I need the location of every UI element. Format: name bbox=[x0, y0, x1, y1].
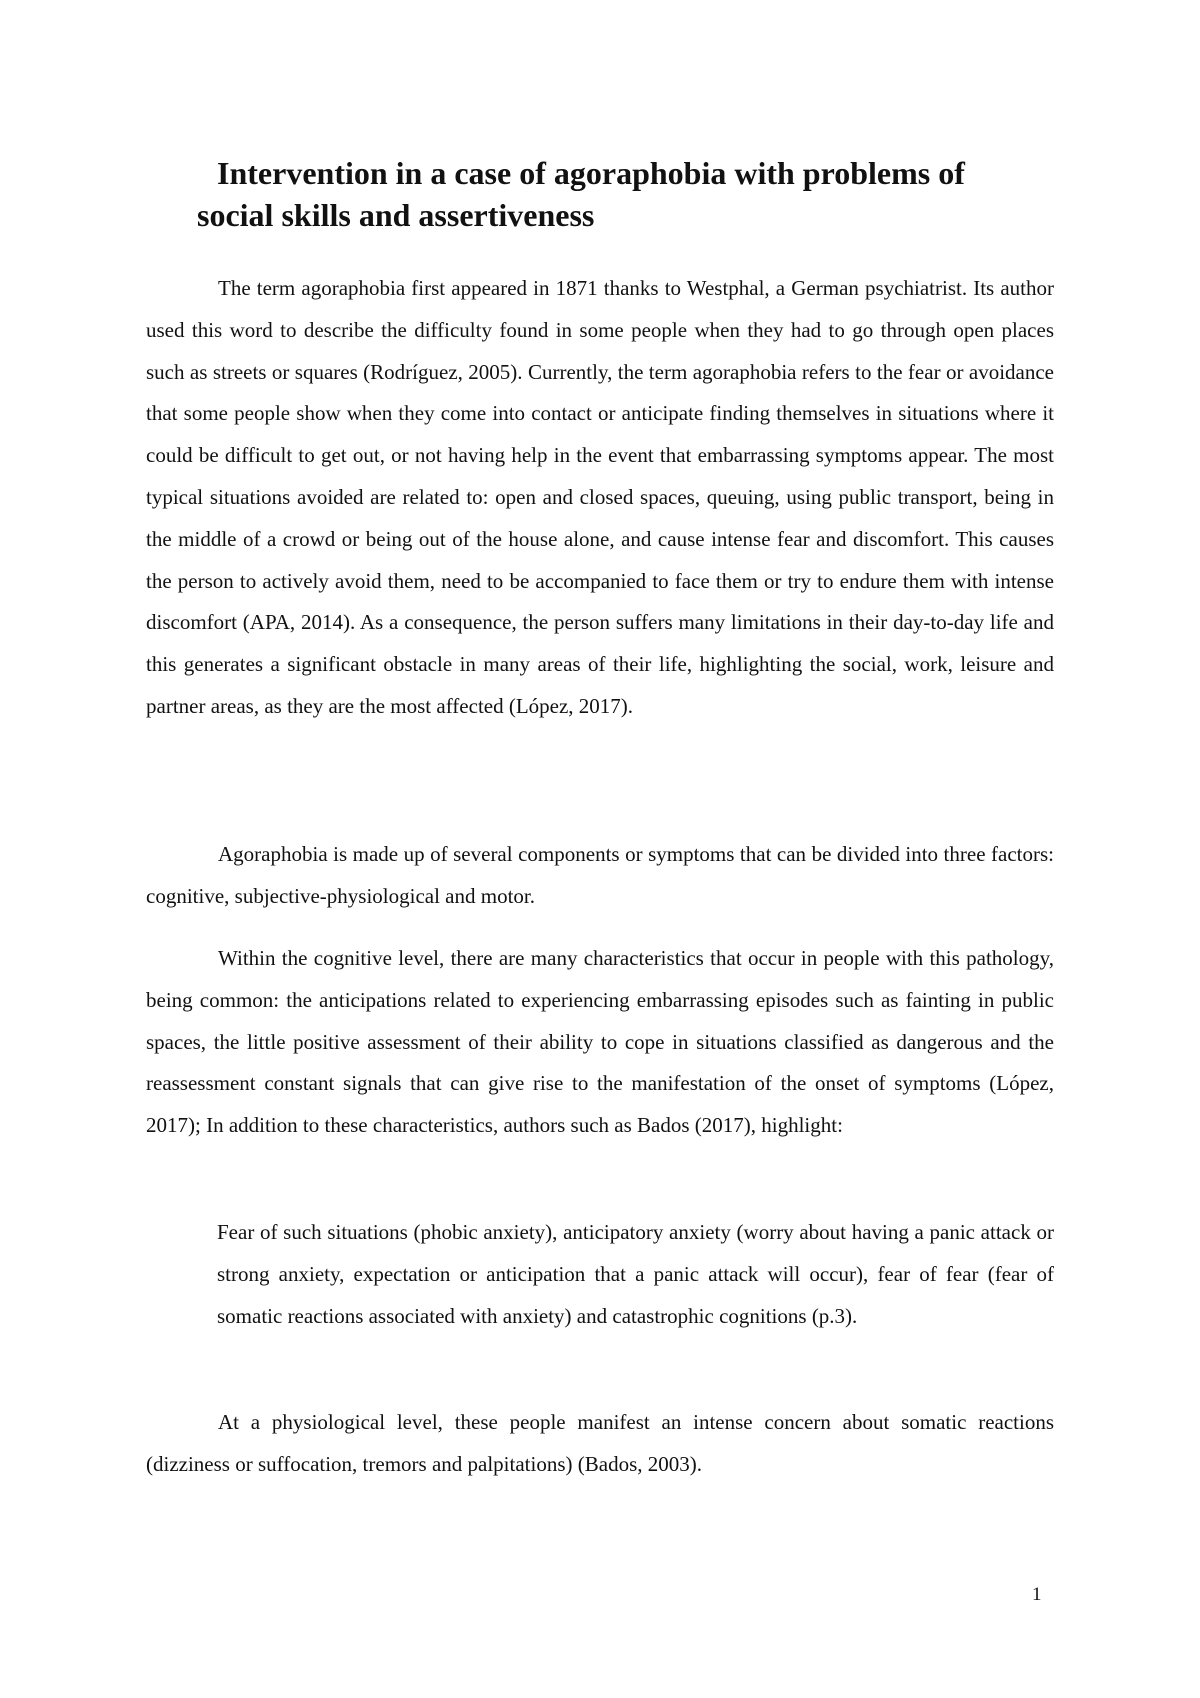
document-title bbox=[148, 152, 1088, 236]
block-quote: Fear of such situations (phobic anxiety), anticipatory anxiety (worry about having a panic attack or strong anxiety, expectation or anticipation that a panic attack will occur), fear of fear (fear of somatic reactions associated with anxiety) and catastrophic cognitions (p.3). bbox=[217, 1220, 1054, 1328]
paragraph-4: At a physiological level, these people manifest an intense concern about somatic reactions (dizziness or suffocation, tremors and palpitations) (Bados, 2003). bbox=[146, 1410, 1054, 1476]
paragraph-2: Agoraphobia is made up of several components or symptoms that can be divided into three factors: cognitive, subjective-physiological and motor. bbox=[146, 842, 1054, 908]
paragraph-3: Within the cognitive level, there are many characteristics that occur in people with this pathology, being common: the anticipations related to experiencing embarrassing episodes such as fainting in public spaces, the little positive assessment of their ability to cope in situations classified as dangerous and the reassessment constant signals that can give rise to the manifestation of the onset of symptoms (López, 2017); In addition to these characteristics, authors such as Bados (2017), highlight: bbox=[146, 946, 1054, 1138]
title-line-2: social skills and assertiveness bbox=[197, 197, 595, 233]
paragraph-1: The term agoraphobia first appeared in 1871 thanks to Westphal, a German psychiatrist. Its author used this word to describe the difficulty found in some people when they had to go through open places such as streets or squares (Rodríguez, 2005). Currently, the term agoraphobia refers to the fear or avoidance that some people show when they come into contact or anticipate finding themselves in situations where it could be difficult to get out, or not having help in the event that embarrassing symptoms appear. The most typical situations avoided are related to: open and closed spaces, queuing, using public transport, being in the middle of a crowd or being out of the house alone, and cause intense fear and discomfort. This causes the person to actively avoid them, need to be accompanied to face them or try to endure them with intense discomfort (APA, 2014). As a consequence, the person suffers many limitations in their day-to-day life and this generates a significant obstacle in many areas of their life, highlighting the social, work, leisure and partner areas, as they are the most affected (López, 2017). bbox=[146, 276, 1054, 718]
page-number: 1 bbox=[1032, 1584, 1042, 1605]
title-line-1: Intervention in a case of agoraphobia with problems of bbox=[217, 155, 965, 191]
